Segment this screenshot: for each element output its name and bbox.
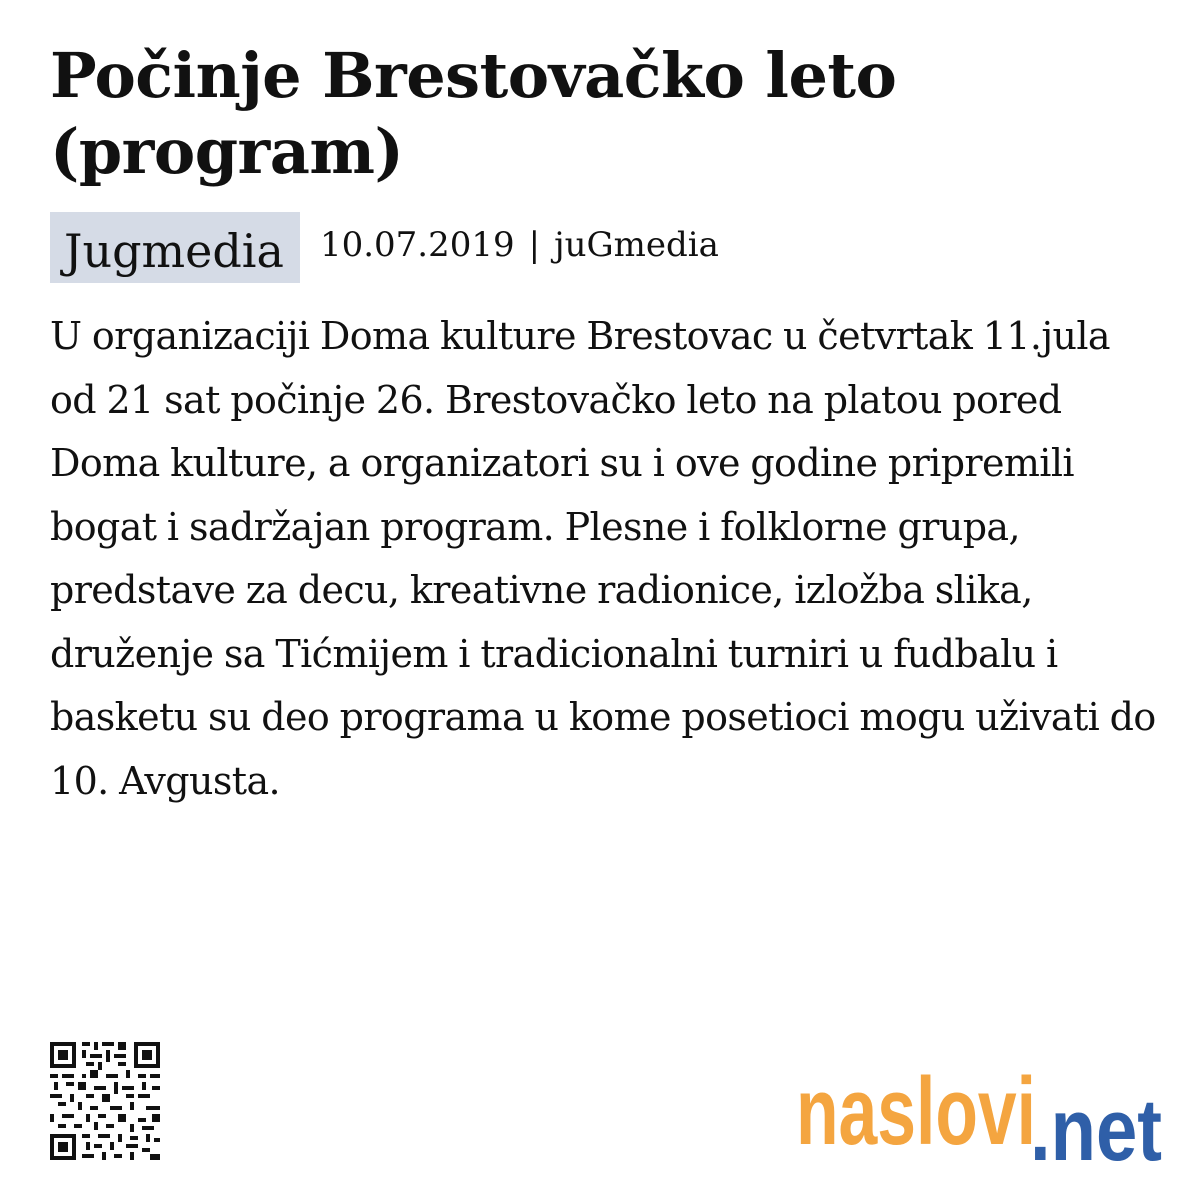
article-title: Počinje Brestovačko leto (program) xyxy=(50,39,897,188)
meta-info xyxy=(320,212,719,278)
naslovi-net-logo[interactable] xyxy=(796,1060,1166,1170)
article-body: U organizaciji Doma kulture Brestovac u četvrtak 11.jula od 21 sat počinje 26. Brestovačko leto na platou pored Doma kulture, a organizatori su i ove godine pripremili bogat i sadržajan program. Plesne i folklorne grupa, predstave za decu, kreativne radionice, izložba slika, druženje sa Tićmijem i tradicionalni turniri u fudbalu i basketu su deo programa u kome posetioci mogu uživati do 10. Avgusta. xyxy=(50,314,1156,803)
qr-code-icon xyxy=(46,1038,164,1164)
meta-separator: | xyxy=(528,225,541,265)
logo-text-tld: .net xyxy=(1030,1080,1162,1170)
logo-text-main: naslovi xyxy=(796,1060,1036,1165)
article-meta xyxy=(50,212,719,284)
publish-date: 10.07.2019 xyxy=(319,225,515,265)
source-badge[interactable]: Jugmedia xyxy=(50,212,300,283)
author-name[interactable]: juGmedia xyxy=(554,225,719,265)
